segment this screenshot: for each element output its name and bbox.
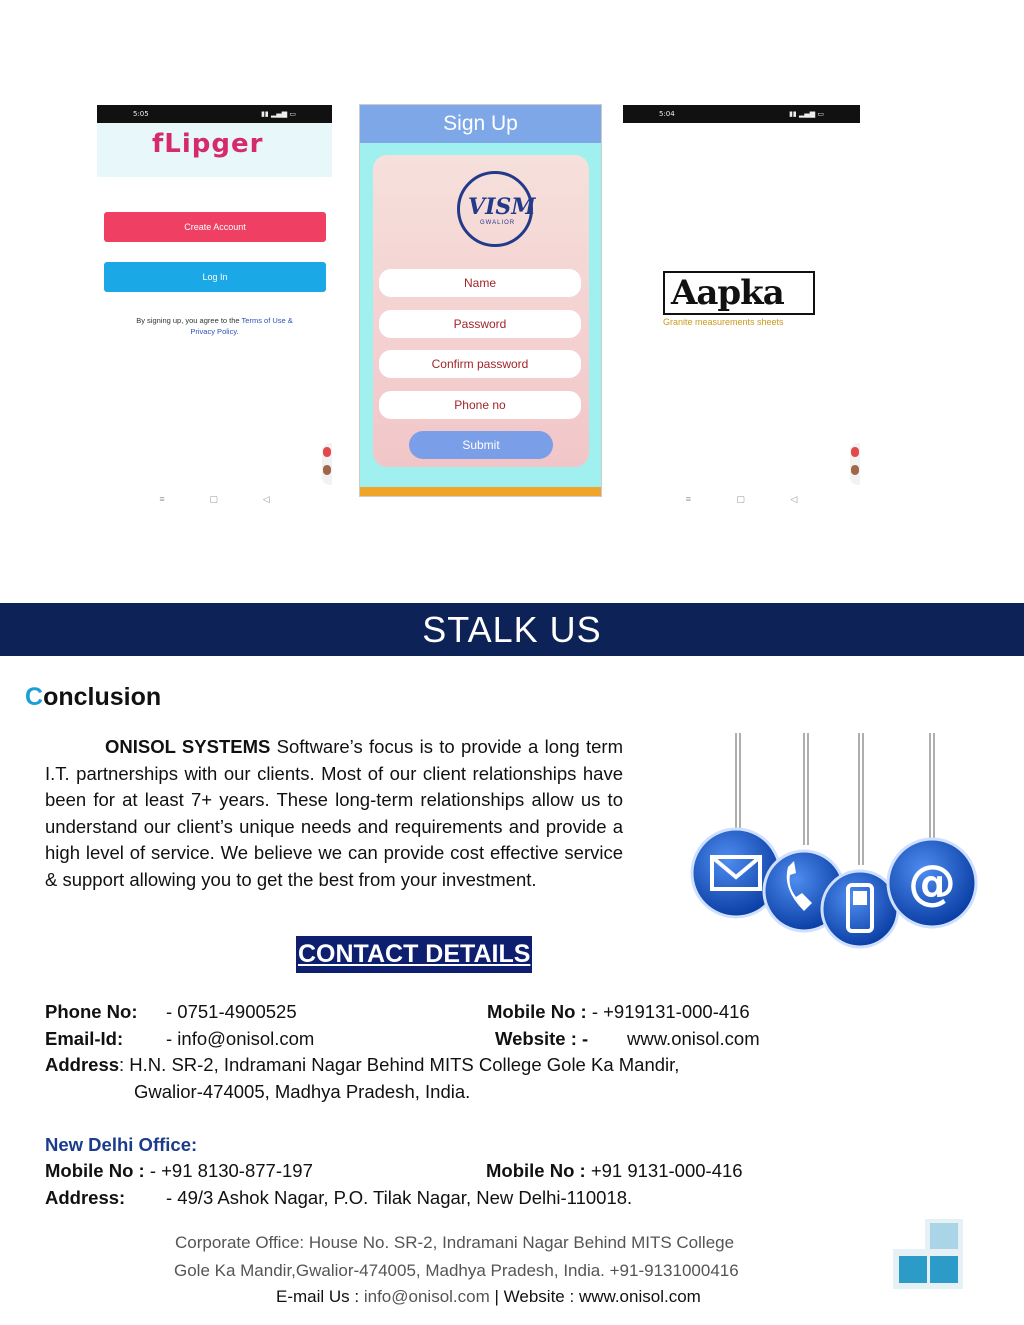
at-sign-icon (888, 839, 976, 927)
bottom-accent-bar (360, 487, 601, 496)
android-nav-bar (97, 494, 332, 505)
footer-website-label: Website : (503, 1287, 579, 1306)
footer-contact-line (276, 1287, 701, 1307)
address-label: Address (45, 1054, 120, 1075)
mobile-value: - +919131-000-416 (586, 1001, 750, 1022)
footer-website-link[interactable]: www.onisol.com (578, 1287, 701, 1306)
email-label: Email-Id: (45, 1028, 124, 1049)
address-line2: Gwalior-474005, Madhya Pradesh, India. (134, 1081, 471, 1102)
conclusion-paragraph (45, 734, 623, 893)
footer-email-link[interactable]: info@onisol.com (363, 1287, 490, 1306)
delhi-mobile-row-1 (45, 1160, 313, 1182)
address-line1: : H.N. SR-2, Indramani Nagar Behind MITS College Gole Ka Mandir, (119, 1054, 680, 1075)
company-name: ONISOL SYSTEMS (105, 736, 271, 757)
log-in-button[interactable]: Log In (104, 262, 326, 292)
flipger-logo-band (97, 123, 332, 177)
footer-logo (893, 1219, 963, 1289)
footer-separator: | (489, 1287, 504, 1306)
menu-icon[interactable]: ≡ (685, 494, 691, 504)
delhi-address-label: Address: (45, 1187, 126, 1208)
home-icon[interactable]: ▢ (736, 494, 745, 504)
stalk-us-banner: STALK US (0, 603, 1024, 656)
phone-label: Phone No: (45, 1001, 138, 1022)
flipger-logo (152, 129, 263, 159)
status-time: 5:04 (659, 110, 675, 118)
website-label: Website : - (495, 1028, 589, 1049)
terms-of-use-link[interactable]: Terms of Use & (241, 316, 293, 325)
email-row (45, 1028, 123, 1050)
flipger-app-screenshot (97, 105, 332, 515)
footer-email-label: E-mail Us : (276, 1287, 364, 1306)
delhi-address-value: - 49/3 Ashok Nagar, P.O. Tilak Nagar, New Delhi-110018. (166, 1187, 633, 1208)
flipger-logo-text: fLipger (152, 129, 264, 159)
phone-field[interactable]: Phone no (379, 391, 581, 419)
contact-details-heading: CONTACT DETAILS (296, 936, 532, 973)
conclusion-heading-rest: onclusion (43, 683, 162, 711)
delhi-address-row (45, 1187, 125, 1209)
mobile-label: Mobile No : (487, 1001, 587, 1022)
create-account-button[interactable]: Create Account (104, 212, 326, 242)
android-nav-bar (623, 494, 860, 505)
menu-icon[interactable]: ≡ (159, 494, 165, 504)
terms-notice (97, 315, 332, 337)
back-icon[interactable]: ◁ (262, 494, 270, 504)
status-time: 5:05 (133, 110, 149, 118)
conclusion-heading (25, 683, 161, 712)
signal-icons: ▮▮ ▂▄▆ ▭ (261, 110, 296, 118)
mobile-row (487, 1001, 750, 1023)
delhi-mobile-value-2: +91 9131-000-416 (585, 1160, 743, 1181)
home-icon[interactable]: ▢ (209, 494, 218, 504)
aapka-tagline: Granite measurements sheets (663, 317, 784, 327)
website-value[interactable]: www.onisol.com (627, 1028, 760, 1049)
signup-title: Sign Up (360, 105, 601, 143)
status-bar (623, 105, 860, 123)
contact-icons-illustration (688, 733, 980, 949)
name-field[interactable]: Name (379, 269, 581, 297)
privacy-policy-link[interactable]: Privacy Policy. (190, 327, 239, 336)
footer-address-line1: Corporate Office: House No. SR-2, Indramani Nagar Behind MITS College (175, 1233, 735, 1252)
aapka-logo-text: Aapka (671, 273, 784, 313)
delhi-mobile-value-1: - +91 8130-877-197 (144, 1160, 313, 1181)
edge-panel-handle[interactable] (850, 443, 860, 485)
conclusion-text: Software’s focus is to provide a long term I.T. partnerships with our clients. Most of our client relationships have been for at least 7+ years. These long-term relationships allow us to understand our client’s unique needs and requirements and provide a high level of service. We believe we can provide cost effective service & support allowing you to get the best from your investment. (45, 736, 623, 890)
edge-panel-handle[interactable] (322, 443, 332, 485)
terms-text: By signing up, you agree to the (136, 316, 240, 325)
email-value[interactable]: - info@onisol.com (166, 1028, 315, 1049)
delhi-mobile-row-2 (486, 1160, 743, 1182)
signup-card (373, 155, 589, 467)
signup-app-screenshot (359, 104, 602, 497)
delhi-mobile-label-2: Mobile No : (486, 1160, 586, 1181)
submit-button[interactable]: Submit (409, 431, 553, 459)
password-field[interactable]: Password (379, 310, 581, 338)
vism-logo-text: VISM (468, 194, 536, 220)
back-icon[interactable]: ◁ (790, 494, 798, 504)
vism-logo-subtext: GWALIOR (480, 220, 516, 226)
delhi-mobile-label-1: Mobile No : (45, 1160, 145, 1181)
vism-logo (457, 171, 536, 247)
website-row (495, 1028, 588, 1050)
phone-row (45, 1001, 138, 1023)
conclusion-initial: C (25, 683, 44, 711)
address-row (45, 1054, 679, 1076)
new-delhi-heading: New Delhi Office: (45, 1134, 198, 1155)
aapka-logo (663, 271, 815, 315)
aapka-app-screenshot (623, 105, 860, 515)
status-bar (97, 105, 332, 123)
phone-value: - 0751-4900525 (166, 1001, 297, 1022)
footer-address-line2: Gole Ka Mandir,Gwalior-474005, Madhya Pradesh, India. +91-9131000416 (174, 1261, 739, 1280)
confirm-password-field[interactable]: Confirm password (379, 350, 581, 378)
svg-text:@: @ (908, 855, 956, 911)
signal-icons: ▮▮ ▂▄▆ ▭ (789, 110, 824, 118)
